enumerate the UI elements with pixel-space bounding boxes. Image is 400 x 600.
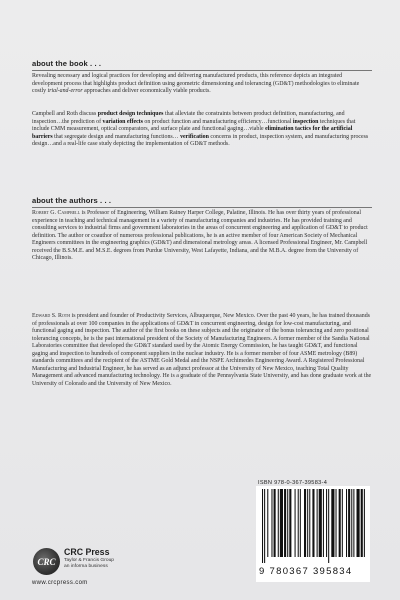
about-book-heading: about the book . . . [32,59,102,68]
barcode-bar [312,489,314,557]
publisher-url: www.crcpress.com [32,580,88,586]
publisher-tagline [64,558,114,570]
barcode-icon [256,486,370,566]
author-1-bio: Robert G. Campbell is Professor of Engineering, William Rainey Harper College, Palatine, Illinois. He has over thirty years of professional experience in teaching and technical management in a variety of manufacturing companies and industries. He has provided training and consulting services to industrial firms and government laboratories in the areas of concurrent engineering and application of GD&T to product definition. The author or coauthor of numerous professional publications, he is an active member of four American Society of Mechanical Engineers committees in the engineering graphics (GD&T) and dimensional metrology areas. A licensed Professional Engineer, Mr. Campbell received the B.S.M.E. and M.S.E. degrees from Purdue University, West Lafayette, Indiana, and the M.B.A. degree from the University of Chicago, Illinois. [32,210,368,262]
barcode-bar [357,489,360,557]
barcode-bar [326,489,327,557]
barcode-bar [264,489,265,563]
barcode-bar [287,489,288,557]
isbn-label: ISBN 978-0-367-39583-4 [258,480,328,486]
barcode-bar [271,489,272,557]
publisher-name: CRC Press [64,547,110,557]
section-divider [32,70,372,71]
barcode-bar [361,489,363,557]
barcode-bar [317,489,318,557]
publisher-business: an informa business [64,564,108,570]
author-2-name: Edward S. Roth [32,313,71,319]
barcode-bar [267,489,268,557]
barcode-bar [298,489,299,557]
barcode-bar [309,489,310,557]
barcode-bar [342,489,343,557]
publisher-group: Taylor & Francis Group [64,558,115,563]
barcode-bar [262,489,263,563]
barcode-bar [300,489,301,557]
barcode-bar [304,489,306,557]
barcode-bar [307,489,308,557]
barcode-bar [323,489,324,557]
section-divider [32,207,372,208]
about-book-paragraph-1: Revealing necessary and logical practices for developing and delivering manufactured products, this reference depicts an integrated development process that highlights product definition using geometric dimensioning and tolerancing (GD&T) methodologies to eliminate costly trial-and-error approaches and deliver economically viable products. [32,73,360,95]
barcode-bar [284,489,286,557]
barcode-bar [348,489,350,557]
barcode-bar [280,489,283,557]
crc-press-logo-icon: CRC [33,548,60,575]
barcode-bar [336,489,337,557]
barcode-bar [319,489,322,557]
barcode-bar [339,489,341,557]
barcode-digits: 9 780367 395834 [259,566,353,577]
barcode-bar [274,489,276,557]
barcode-bar [331,489,334,557]
barcode-bar [346,489,347,557]
barcode-bar [278,489,279,557]
author-2-bio: Edward S. Roth is president and founder of Productivity Services, Albuquerque, New Mexico. Over the past 40 years, he has trained thousands of professionals at over 100 companies in the applications of GD&T in concurrent engineering, design for low-cost manufacturing, and functional gaging and inspection. The author of the first books on these subjects and the originator of the bonus tolerancing and zero positional tolerancing concepts, he is the past international president of the Society of Manufacturing Engineers. A former member of the Sandia National Laboratories committee that developed the GD&T standard used by the Atomic Energy Commission, he has taught GD&T, and functional gaging and inspection to hundreds of component suppliers in the nuclear industry. He is a former member of four ASME metrology (B89) standards committees and the recipient of the ASTME Gold Medal and the NSPE Archimedes Engineering Award. A Registered Professional Manufacturing and Industrial Engineer, he has served as an adjunct professor at the University of New Mexico, teaching Total Quality Management and advanced manufacturing technology. He is a graduate of the Pennsylvania State University, and has done graduate work at the University of Colorado and the University of New Mexico. [32,313,372,387]
barcode-bar [328,489,329,563]
author-1-name: Robert G. Campbell [32,210,81,216]
barcode-bar [295,489,296,557]
about-authors-heading: about the authors . . . [32,196,112,205]
barcode-bar [351,489,352,557]
barcode-bar [364,489,365,557]
barcode-bar [289,489,291,557]
about-book-paragraph-2: Campbell and Roth discuss product design techniques that alleviate the constraints between product definition, manufacturing, and inspection…the prediction of variation effects on product function and manufacturing efficiency…functional inspection techniques that include CMM measurement, optical comparators, and surface plate and functional gaging…viable elimination tactics for the artificial barriers that segregate design and manufacturing functions… verification concerns in product, inspection system, and manufacturing process design…and a real-life case study depicting the implementation of GD&T methods. [32,111,369,148]
barcode-bar [353,489,354,557]
